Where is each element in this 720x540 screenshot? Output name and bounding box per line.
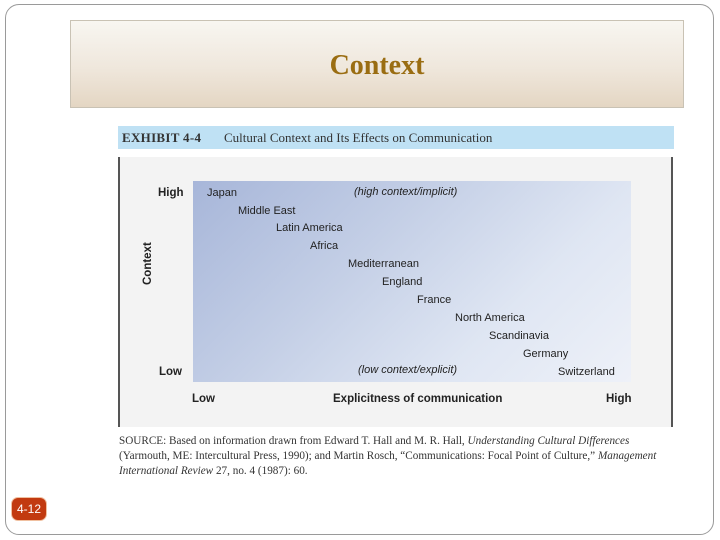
culture-label-scandinavia: Scandinavia	[489, 330, 549, 342]
source-text-3: 27, no. 4 (1987): 60.	[213, 465, 308, 477]
culture-label-latin-america: Latin America	[276, 222, 343, 234]
note-low-context: (low context/explicit)	[358, 364, 458, 376]
exhibit-title: Cultural Context and Its Effects on Communication	[224, 130, 493, 145]
page-number-badge: 4-12	[11, 497, 47, 521]
source-text-1: SOURCE: Based on information drawn from Edward T. Hall and M. R. Hall,	[119, 435, 468, 447]
culture-label-mediterranean: Mediterranean	[348, 258, 419, 270]
culture-label-france: France	[417, 294, 452, 306]
culture-label-middle-east: Middle East	[238, 205, 296, 217]
note-high-context: (high context/implicit)	[354, 186, 458, 198]
culture-label-north-america: North America	[455, 312, 525, 324]
culture-label-switzerland: Switzerland	[558, 366, 615, 378]
title-bar	[70, 20, 684, 108]
source-journal-title: Management International Review	[119, 450, 657, 477]
culture-label-japan: Japan	[207, 187, 237, 199]
source-text-2: (Yarmouth, ME: Intercultural Press, 1990); and Martin Rosch, “Communications: Focal Point of Culture,”	[119, 450, 598, 462]
culture-label-germany: Germany	[523, 348, 569, 360]
y-axis-title: Context	[142, 242, 154, 285]
x-axis-high-label: High	[606, 393, 632, 405]
exhibit-header	[118, 126, 674, 149]
culture-label-england: England	[382, 276, 423, 288]
exhibit-label: EXHIBIT 4-4	[122, 130, 202, 145]
source-citation	[119, 434, 679, 479]
x-axis-low-label: Low	[192, 393, 215, 405]
y-axis-high-label: High	[158, 187, 184, 199]
x-axis-title: Explicitness of communication	[333, 393, 503, 405]
y-axis-low-label: Low	[159, 366, 182, 378]
source-book-title: Understanding Cultural Differences	[467, 435, 630, 447]
culture-label-africa: Africa	[310, 240, 339, 252]
slide-title: Context	[329, 50, 425, 81]
